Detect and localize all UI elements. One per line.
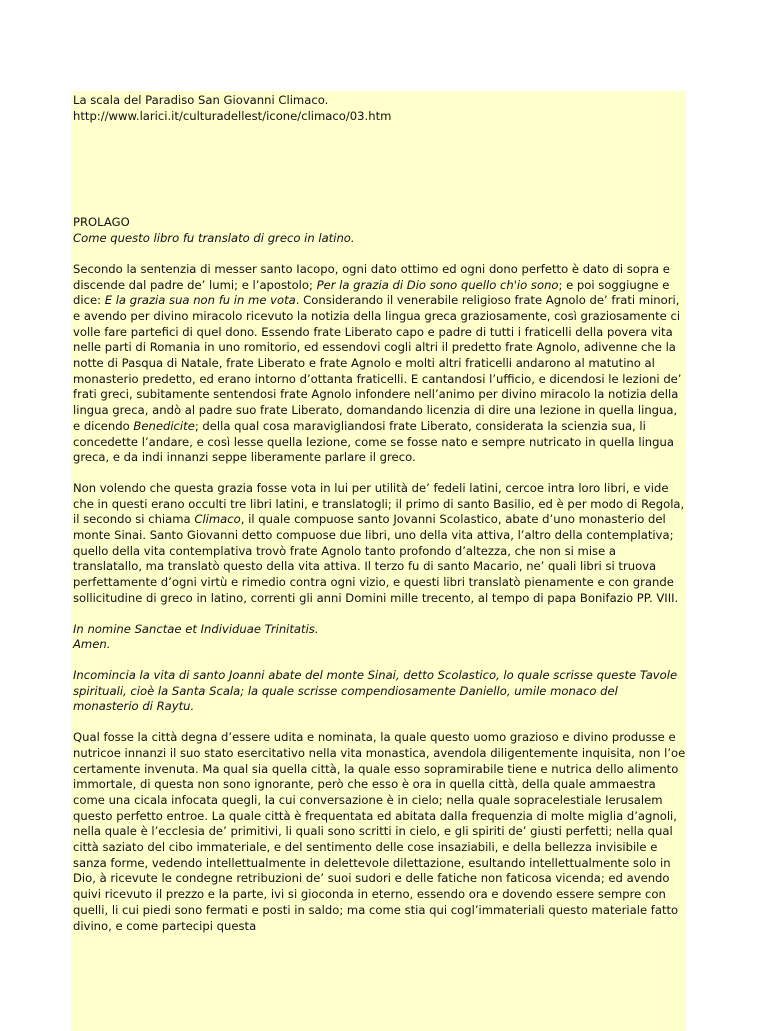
invocation-text: In nomine Sanctae et Individuae Trinitatis.: [73, 621, 319, 636]
italic-quote: Per la grazia di Dio sono quello ch'io sono: [316, 277, 559, 292]
italic-term: Climaco: [194, 512, 241, 527]
spacer: [73, 607, 686, 622]
paragraph-text: ; e poi soggiugne e dice:: [73, 277, 670, 308]
paragraph-text: ; della qual cosa maravigliandosi frate Liberato, considerata la scienzia sua, li concedette l’andare, e così lesse quella lezione, come se fosse nato e sempre nutricato in quella lingua greca, e da indi innanzi seppe liberamente parlare il greco.: [73, 418, 674, 465]
spacer: [73, 715, 686, 730]
paragraph-text: Non volendo che questa grazia fosse vota in lui per utilità de’ fedeli latini, cercoe intra loro libri, e vide che in questi erano occulti tre libri latini, e translatogli; il primo di santo Basilio, ed è per modo di Regola, il secondo si chiama: [73, 480, 685, 527]
section-subtitle-text: Come questo libro fu translato di greco in latino.: [73, 231, 355, 246]
invocation-line-1: [73, 622, 686, 638]
paragraph-3: Qual fosse la città degna d’essere udita e nominata, la quale questo uomo grazioso e divino produsse e nutricoe innanzi il suo stato esercitativo nella vita monastica, avendola diligentemente inquisita, non l’oe certamente invenuta. Ma qual sia quella città, la quale esso sopramirabile tiene e nutrica dello alimento immortale, di questa non sono ignorante, però che esso è ora in quella città, della quale ammaestra come una cicala infocata quegli, la cui conversazione è in cielo; nella quale sopracelestiale Ierusalem questo perfetto entroe. La quale città è frequentata ed abitata dalla frequenzia di molte miglia d’agnoli, nella quale è l’ecclesia de’ primitivi, li quali sono scritti in cielo, e gli spiriti de’ giusti perfetti; nella qual città saziato del cibo immateriale, e del sentimento delle cose insaziabili, e della bellezza invisibile e sanza forme, vedendo intellettualmente in delettevole dilettazione, esultando intellettualmente solo in Dio, à ricevute le condegne retribuzioni de’ suoi sudori e delle fatiche non faticosa vicenda; ed avendo quivi ricevuto il prezzo e la parte, ivi si gioconda in eterno, essendo ora e dovendo essere sempre con quelli, li cui piedi sono fermati e posti in saldo; ma come stia qui cogl’immateriali questo materiale fatto divino, e come partecipi questa: [73, 730, 686, 933]
document-body: [71, 91, 686, 934]
source-url: http://www.larici.it/culturadellest/icone/climaco/03.htm: [73, 108, 392, 123]
section-subtitle: [73, 231, 686, 247]
paragraph-text: Secondo la sentenzia di messer santo Iacopo, ogni dato ottimo ed ogni dono perfetto è dato di sopra e discende dal padre de’ lumi; e l’apostolo;: [73, 261, 670, 292]
document-page: [71, 91, 686, 1031]
paragraph-text: , il quale compuose santo Jovanni Scolastico, abate d’uno monasterio del monte Sinai. Santo Giovanni detto compuose due libri, uno della vita attiva, l’altro della contemplativa; quello della vita contemplativa trovò frate Agnolo tanto profondo d’altezza, che non si mise a translatallo, ma translatò questo della vita attiva. Il terzo fu di santo Macario, ne’ quali libri si truova perfettamente d’ogni virtù e rimedio contra ogni vizio, e questi libri translatò pienamente e con grande sollicitudine di greco in latino, correnti gli anni Domini mille trecento, al tempo di papa Bonifazio PP. VIII.: [73, 512, 679, 605]
spacer: [73, 466, 686, 481]
spacer: [73, 247, 686, 262]
section-heading: PROLAGO: [73, 215, 130, 230]
spacer: [73, 653, 686, 668]
paragraph-1: [73, 262, 686, 466]
invocation-line-2: [73, 637, 686, 653]
paragraph-2: [73, 481, 686, 607]
incipit-text: Incomincia la vita di santo Joanni abate del monte Sinai, detto Scolastico, lo quale scrisse queste Tavole spirituali, cioè la Santa Scala; la quale scrisse compendiosamente Daniello, umile monaco del monasterio di Raytu.: [73, 667, 678, 714]
invocation-text: Amen.: [73, 637, 111, 652]
document-title: La scala del Paradiso San Giovanni Climaco.: [73, 93, 329, 107]
italic-quote: E la grazia sua non fu in me vota: [104, 293, 296, 308]
paragraph-text: . Considerando il venerabile religioso frate Agnolo de’ frati minori, e avendo per divino miracolo ricevuto la notizia della lingua greca graziosamente, così graziosamente ci volle fare partefici di quel dono. Essendo frate Liberato capo e padre di tutti i fraticelli della povera vita nelle parti di Romania in uno romitorio, ed essendovi cogli altri il predetto frate Agnolo, adivenne che la notte di Pasqua di Natale, frate Liberato e frate Agnolo e molti altri fraticelli andarono al matutino al monasterio predetto, ed erano intorno d’ottanta fraticelli. E cantandosi l’ufficio, e dicendosi le lezioni de’ frati greci, subitamente sentendosi frate Agnolo infondere nell’animo per divino miracolo la notizia della lingua greca, andò al padre suo frate Liberato, domandando licenzia di dire una lezione in quella lingua, e dicendo: [73, 293, 682, 433]
italic-term: Benedicite: [133, 418, 195, 433]
incipit: [73, 668, 686, 715]
spacer: [73, 124, 686, 215]
